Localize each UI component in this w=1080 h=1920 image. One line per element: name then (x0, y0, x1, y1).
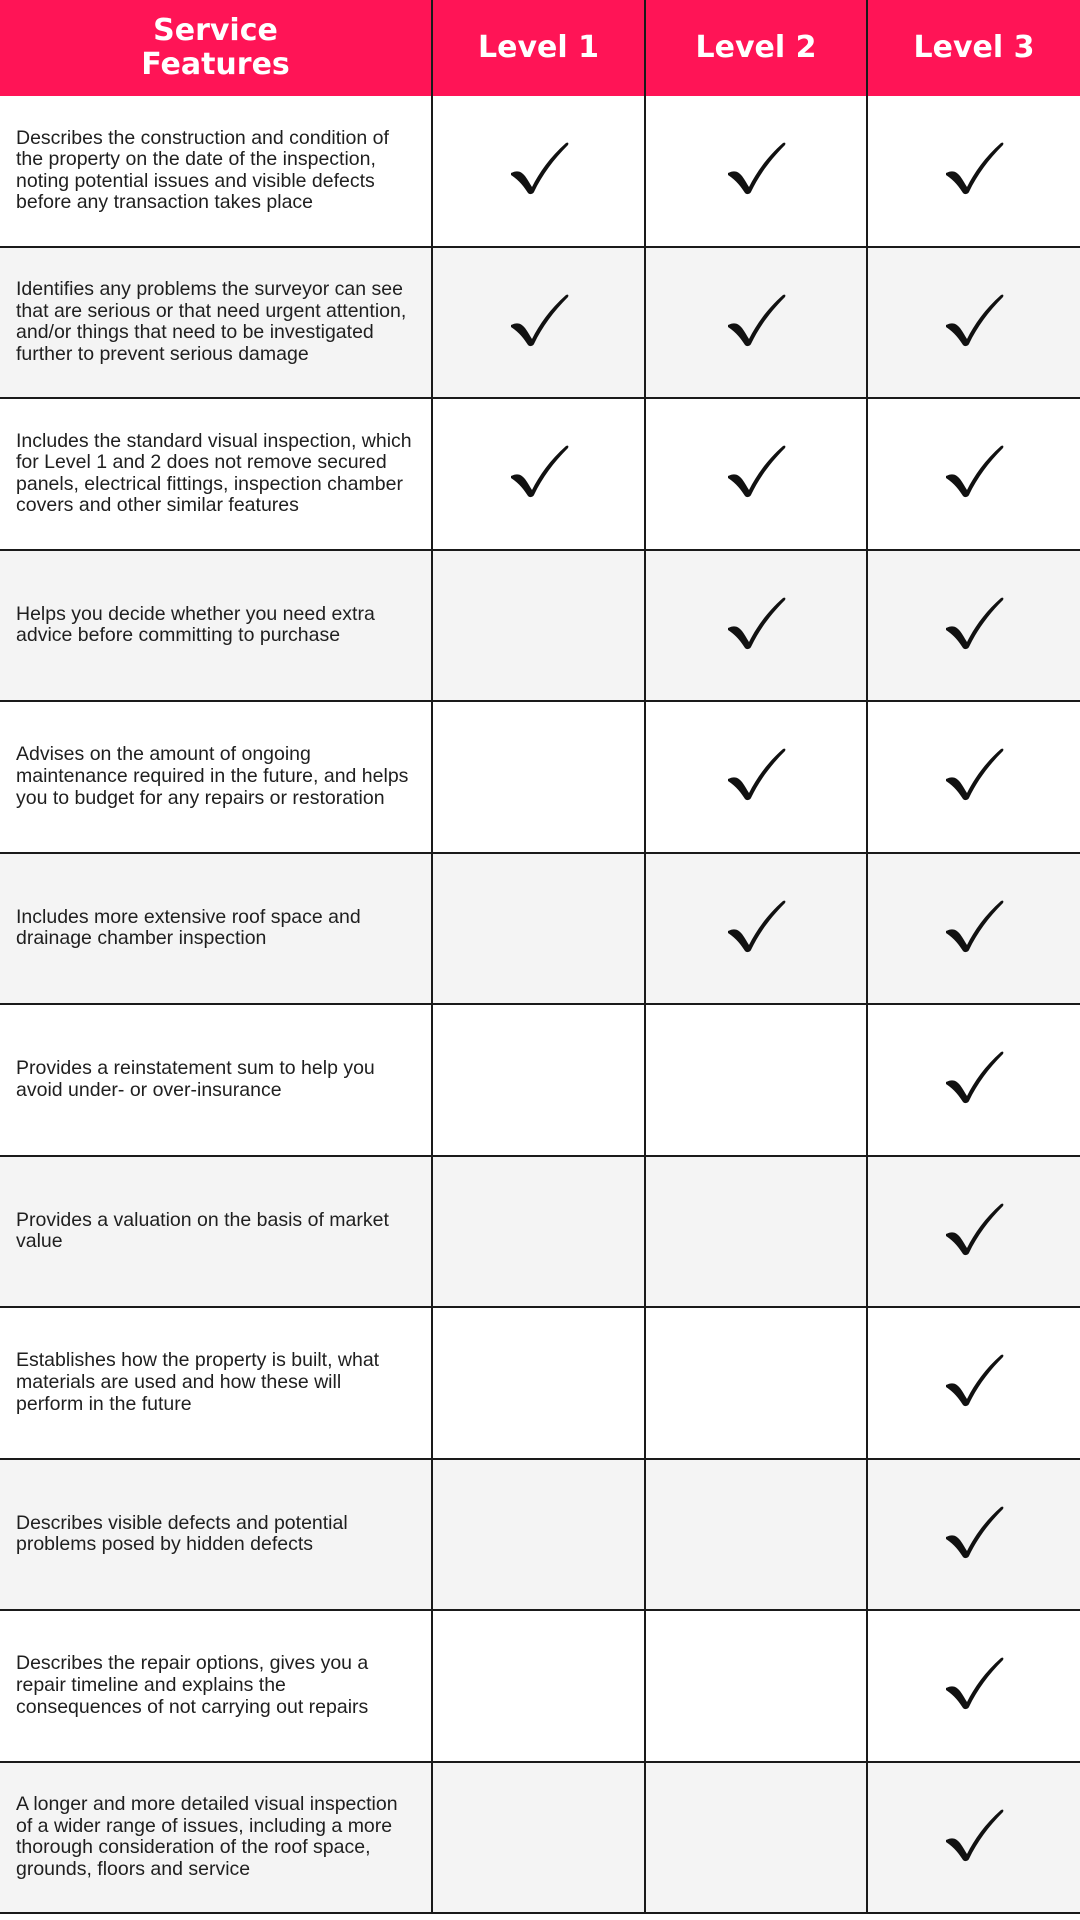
table-row (0, 1460, 1080, 1612)
checkmark-icon (943, 1504, 1005, 1565)
level-2-cell (646, 1308, 868, 1458)
feature-description: Establishes how the property is built, what materials are used and how these will perform in the future (0, 1308, 433, 1458)
level-1-cell (433, 1611, 646, 1761)
header-level-2: Level 2 (646, 0, 868, 96)
level-1-cell (433, 1157, 646, 1307)
checkmark-icon (508, 443, 570, 504)
level-1-cell (433, 96, 646, 246)
table-body (0, 96, 1080, 1914)
level-3-cell (868, 96, 1080, 246)
table-row (0, 248, 1080, 400)
table-row (0, 854, 1080, 1006)
checkmark-icon (943, 898, 1005, 959)
feature-description: Includes the standard visual inspection, which for Level 1 and 2 does not remove secured panels, electrical fittings, inspection chamber covers and other similar features (0, 399, 433, 549)
level-2-cell (646, 1611, 868, 1761)
header-service-features: Service Features (0, 0, 433, 96)
feature-description: Describes the construction and condition of the property on the date of the inspection, noting potential issues and visible defects before any transaction takes place (0, 96, 433, 246)
level-3-cell (868, 1763, 1080, 1913)
feature-description: Describes visible defects and potential problems posed by hidden defects (0, 1460, 433, 1610)
level-3-cell (868, 1005, 1080, 1155)
table-row (0, 702, 1080, 854)
level-1-cell (433, 248, 646, 398)
level-1-cell (433, 399, 646, 549)
level-1-cell (433, 551, 646, 701)
level-1-cell (433, 854, 646, 1004)
table-header (0, 0, 1080, 96)
level-2-cell (646, 399, 868, 549)
level-1-cell (433, 1763, 646, 1913)
table-row (0, 1157, 1080, 1309)
checkmark-icon (725, 292, 787, 353)
level-3-cell (868, 551, 1080, 701)
checkmark-icon (508, 292, 570, 353)
feature-description: Provides a reinstatement sum to help you avoid under- or over-insurance (0, 1005, 433, 1155)
checkmark-icon (943, 140, 1005, 201)
feature-description: A longer and more detailed visual inspection of a wider range of issues, including a more thorough consideration of the roof space, grounds, floors and service (0, 1763, 433, 1913)
level-2-cell (646, 1157, 868, 1307)
level-2-cell (646, 248, 868, 398)
checkmark-icon (508, 140, 570, 201)
level-1-cell (433, 1005, 646, 1155)
checkmark-icon (943, 595, 1005, 656)
table-row (0, 551, 1080, 703)
level-2-cell (646, 854, 868, 1004)
level-1-cell (433, 1308, 646, 1458)
level-3-cell (868, 1611, 1080, 1761)
header-level-1: Level 1 (433, 0, 646, 96)
level-1-cell (433, 1460, 646, 1610)
table-row (0, 1308, 1080, 1460)
checkmark-icon (943, 292, 1005, 353)
level-2-cell (646, 551, 868, 701)
checkmark-icon (725, 746, 787, 807)
level-2-cell (646, 96, 868, 246)
level-3-cell (868, 854, 1080, 1004)
feature-description: Advises on the amount of ongoing maintenance required in the future, and helps you to budget for any repairs or restoration (0, 702, 433, 852)
level-2-cell (646, 702, 868, 852)
level-1-cell (433, 702, 646, 852)
header-level-3: Level 3 (913, 30, 1035, 65)
checkmark-icon (725, 595, 787, 656)
level-3-cell (868, 702, 1080, 852)
level-3-cell (868, 1460, 1080, 1610)
table-row (0, 96, 1080, 248)
checkmark-icon (943, 1049, 1005, 1110)
checkmark-icon (943, 1201, 1005, 1262)
table-row (0, 399, 1080, 551)
level-3-cell (868, 399, 1080, 549)
checkmark-icon (943, 1352, 1005, 1413)
table-row (0, 1005, 1080, 1157)
checkmark-icon (943, 443, 1005, 504)
checkmark-icon (725, 140, 787, 201)
level-3-cell (868, 1157, 1080, 1307)
level-3-cell (868, 248, 1080, 398)
level-2-cell (646, 1005, 868, 1155)
level-2-cell (646, 1460, 868, 1610)
feature-description: Helps you decide whether you need extra advice before committing to purchase (0, 551, 433, 701)
level-3-cell (868, 1308, 1080, 1458)
feature-description: Includes more extensive roof space and drainage chamber inspection (0, 854, 433, 1004)
feature-description: Identifies any problems the surveyor can see that are serious or that need urgent attention, and/or things that need to be investigated further to prevent serious damage (0, 248, 433, 398)
level-2-cell (646, 1763, 868, 1913)
table-row (0, 1763, 1080, 1915)
checkmark-icon (943, 746, 1005, 807)
table-row (0, 1611, 1080, 1763)
checkmark-icon (943, 1807, 1005, 1868)
feature-description: Describes the repair options, gives you a repair timeline and explains the consequences of not carrying out repairs (0, 1611, 433, 1761)
checkmark-icon (725, 898, 787, 959)
feature-description: Provides a valuation on the basis of market value (0, 1157, 433, 1307)
checkmark-icon (943, 1655, 1005, 1716)
checkmark-icon (725, 443, 787, 504)
